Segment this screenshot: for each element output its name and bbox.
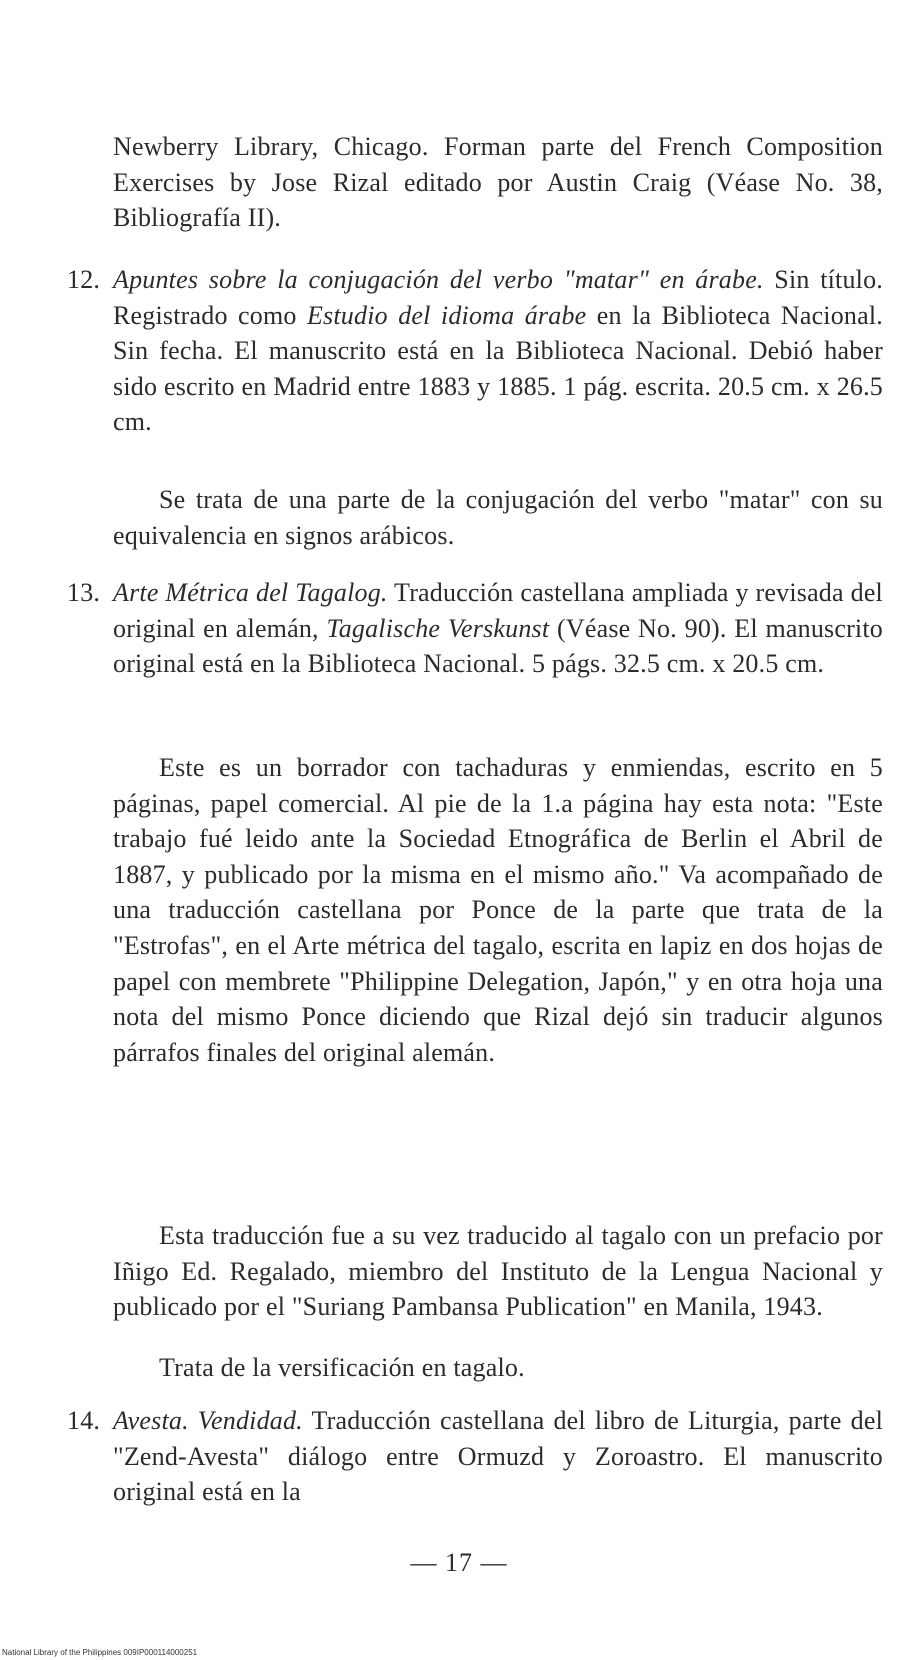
entry-12-paragraph	[67, 262, 883, 440]
footer-watermark: National Library of the Philippines 009IP000114000251	[2, 1648, 198, 1657]
entry-13-note-1: Este es un borrador con tachaduras y enmiendas, escrito en 5 páginas, papel comercial. Al pie de la 1.a página hay esta nota: "Este trabajo fué leido ante la Sociedad Etnográfica de Berlin el Abril de 1887, y publicado por la misma en el mismo año." Va acompañado de una traducción castellana por Ponce de la parte que trata de la "Estrofas", en el Arte métrica del tagalo, escrita en lapiz en dos hojas de papel con membrete "Philippine Delegation, Japón," y en otra hoja una nota del mismo Ponce diciendo que Rizal dejó sin traducir algunos párrafos finales del original alemán.	[113, 753, 883, 1067]
entry-13-paragraph	[67, 575, 883, 682]
entry-13-note-3-block	[113, 1350, 883, 1386]
entry-12-note-block	[113, 482, 883, 553]
entry-12-title-alt: Estudio del idioma árabe	[306, 300, 587, 330]
entry-13	[67, 575, 883, 682]
continuation-span: Newberry Library, Chicago. Forman parte del French Composition Exercises by Jose Rizal editado por Austin Craig (Véase No. 38, Bibliografía II).	[113, 132, 883, 233]
entry-13-note-1-block	[113, 750, 883, 1070]
continuation-paragraph	[113, 129, 883, 236]
entry-12-number: 12.	[67, 265, 101, 294]
entry-12	[67, 262, 883, 440]
continuation-text	[113, 129, 883, 236]
entry-13-title-alt: Tagalische Verskunst	[326, 613, 550, 643]
entry-12-mid: Sin título. Registrado como	[113, 265, 883, 330]
entry-12-details: en la Biblioteca Nacional. Sin fecha. El manuscrito está en la Biblioteca Nacional. Debió haber sido escrito en Madrid entre 1883 y 1885. 1 pág. escrita. 20.5 cm. x 26.5 cm.	[113, 300, 883, 437]
entry-13-note-3: Trata de la versificación en tagalo.	[159, 1353, 525, 1382]
entry-13-mid: Traducción castellana ampliada y revisada del original en alemán,	[113, 578, 883, 643]
entry-13-note-2-block	[113, 1218, 883, 1325]
entry-14-number: 14.	[67, 1406, 101, 1435]
entry-14-details: Traducción castellana del libro de Liturgia, parte del "Zend-Avesta" diálogo entre Ormuzd y Zoroastro. El manuscrito original está en la	[113, 1406, 883, 1507]
entry-13-details: (Véase No. 90). El manuscrito original está en la Biblioteca Nacional. 5 págs. 32.5 cm. x 20.5 cm.	[113, 613, 883, 679]
entry-12-note: Se trata de una parte de la conjugación del verbo "matar" con su equivalencia en signos arábicos.	[113, 485, 883, 550]
page-number: — 17 —	[410, 1548, 508, 1577]
entry-14-paragraph	[67, 1403, 883, 1510]
entry-14-title: Avesta. Vendidad.	[113, 1406, 303, 1435]
entry-14	[67, 1403, 883, 1510]
entry-13-number: 13.	[67, 578, 101, 607]
entry-13-title: Arte Métrica del Tagalog.	[113, 578, 388, 607]
entry-12-title: Apuntes sobre la conjugación del verbo "matar" en árabe.	[113, 265, 764, 294]
entry-13-note-2: Esta traducción fue a su vez traducido al tagalo con un prefacio por Iñigo Ed. Regalado, miembro del Instituto de la Lengua Nacional y publicado por el "Suriang Pambansa Publication" en Manila, 1943.	[113, 1221, 883, 1322]
